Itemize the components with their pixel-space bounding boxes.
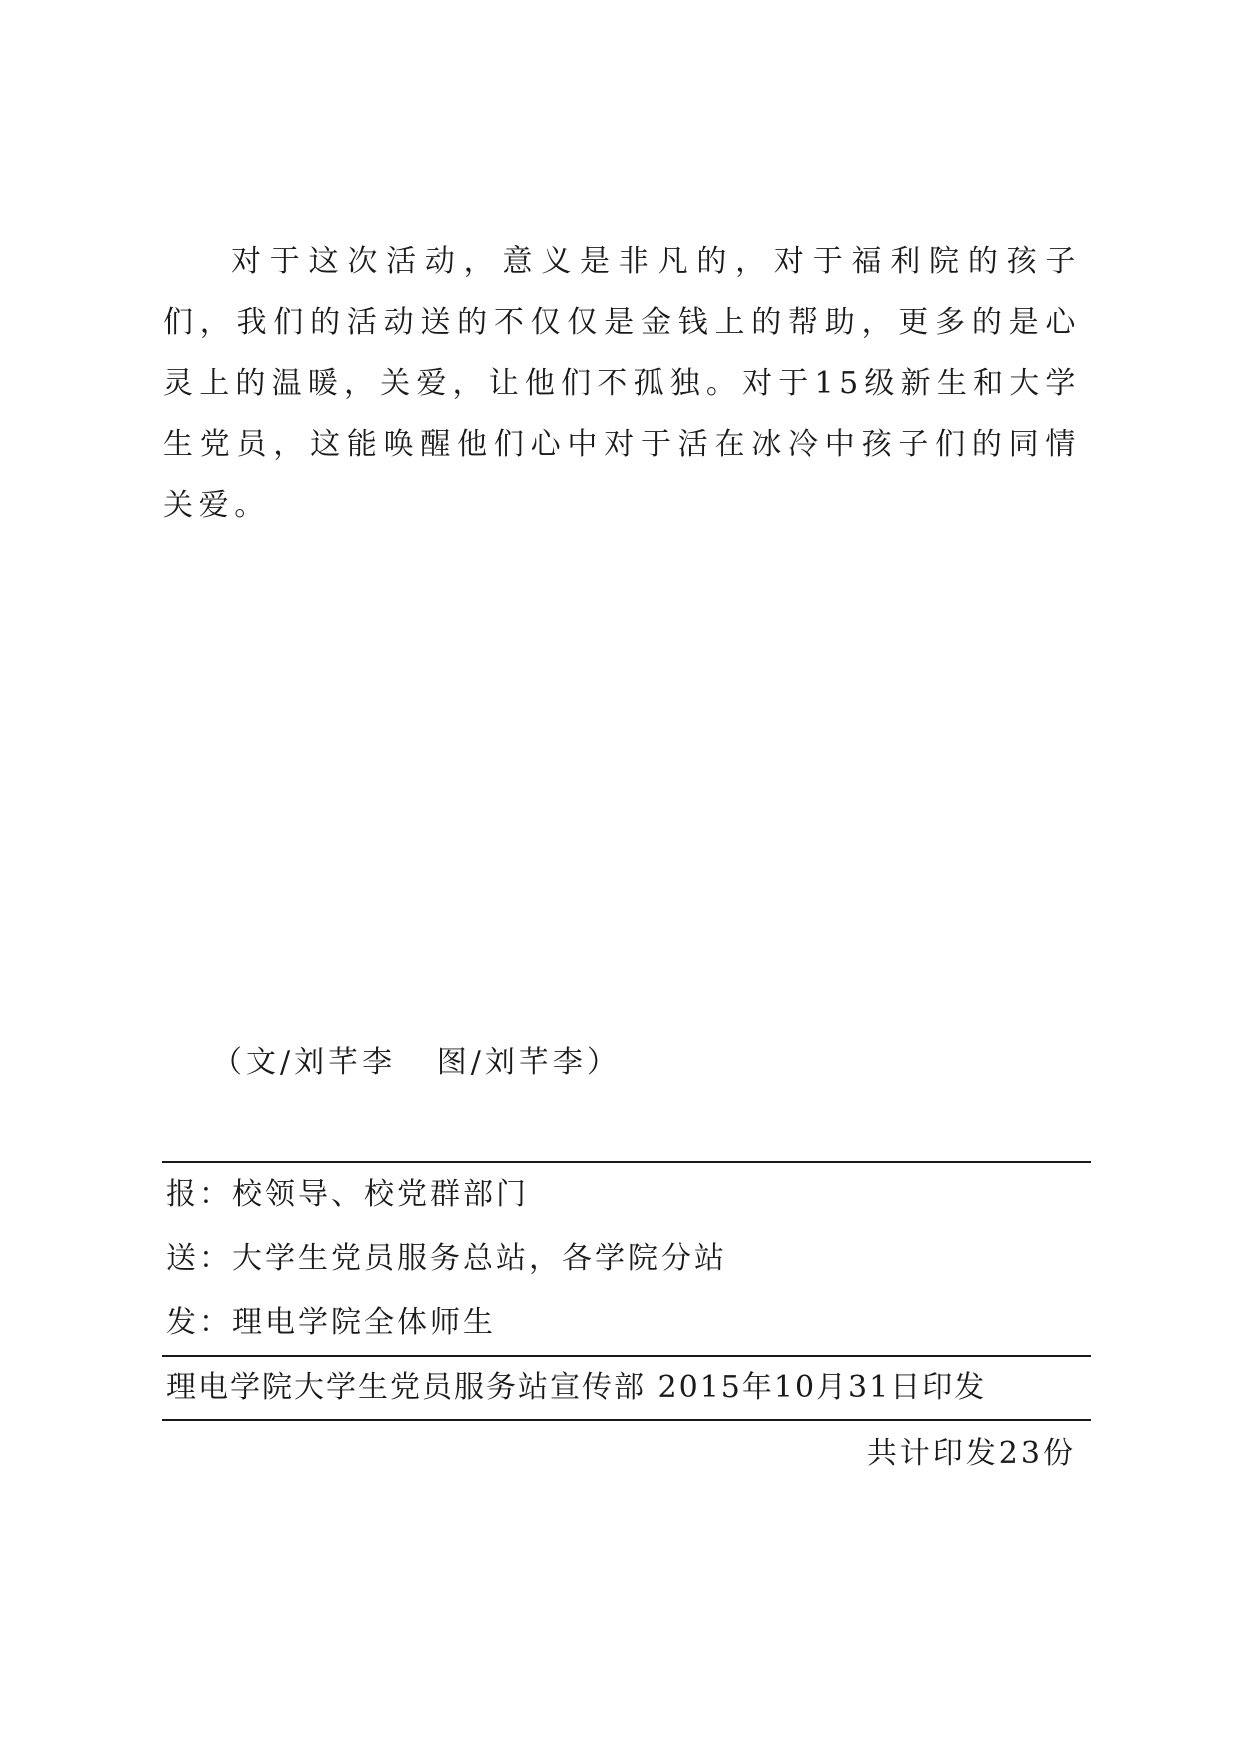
- body-paragraph: 对于这次活动，意义是非凡的，对于福利院的孩子们，我们的活动送的不仅仅是金钱上的帮助，更多的是心灵上的温暖，关爱，让他们不孤独。对于15级新生和大学生党员，这能唤醒他们心中对于活在冰冷中孩子们的同情关爱。: [163, 244, 1081, 523]
- copies-count: 共计印发23份: [866, 1436, 1076, 1471]
- send-to-line: 送：大学生党员服务总站，各学院分站: [166, 1241, 727, 1276]
- issue-to-line: 发：理电学院全体师生: [166, 1305, 496, 1340]
- issuer-line: 理电学院大学生党员服务站宣传部 2015年10月31日印发: [162, 1355, 1091, 1419]
- author-credit: （文/刘芊李 图/刘芊李）: [212, 1045, 621, 1080]
- distribution-block: [162, 1161, 1091, 1421]
- report-to-line: 报：校领导、校党群部门: [166, 1177, 529, 1212]
